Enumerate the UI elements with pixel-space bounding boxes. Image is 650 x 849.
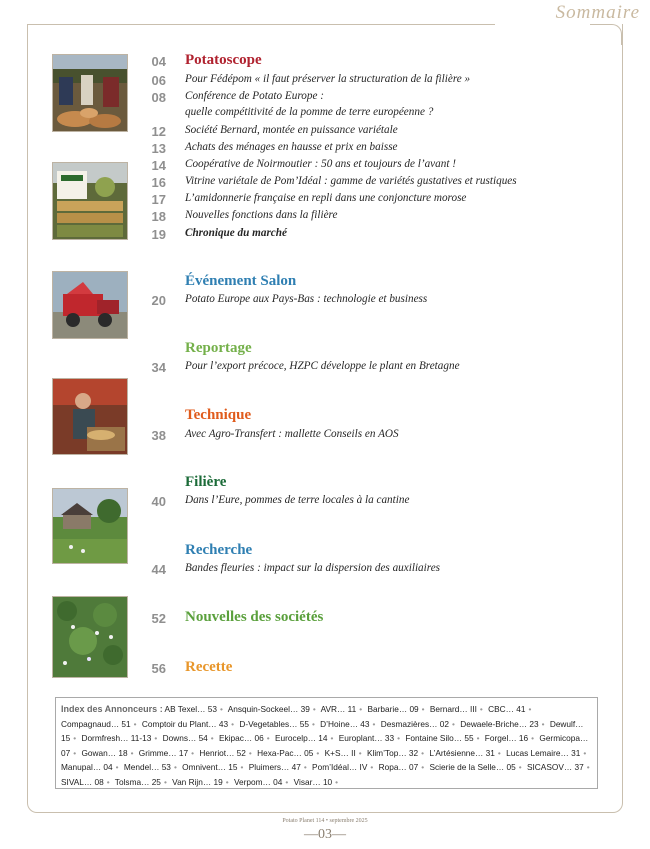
advertiser-entry[interactable]: Desmazières… 02 — [378, 718, 449, 729]
separator-dot: • — [219, 704, 223, 714]
section-title-potatoscope: Potatoscope — [185, 52, 262, 68]
separator-dot: • — [173, 762, 177, 773]
separator-dot: • — [266, 733, 270, 744]
advertiser-entry[interactable]: Tolsma… 25 — [112, 776, 161, 787]
page-number: 08 — [151, 90, 166, 105]
separator-dot: • — [583, 747, 587, 758]
separator-dot: • — [210, 733, 214, 744]
advertiser-entry[interactable]: Ropa… 07 — [376, 762, 419, 773]
page-number: 06 — [151, 73, 166, 88]
advertiser-entry[interactable]: Barbarie… 09 — [365, 704, 419, 714]
photo-farmer-potatoes — [52, 378, 128, 455]
toc-entry[interactable]: L’amidonnerie française en repli dans une conjoncture morose — [185, 192, 467, 204]
advertiser-entry[interactable]: Verpom… 04 — [231, 776, 283, 787]
advertiser-entry[interactable]: Bernard… III — [427, 704, 477, 714]
advertiser-entry[interactable]: Europlant… 33 — [336, 733, 395, 744]
separator-dot: • — [421, 704, 425, 714]
separator-dot: • — [421, 747, 425, 758]
separator-dot: • — [106, 776, 110, 787]
page-number: 56 — [151, 661, 166, 676]
separator-dot: • — [397, 733, 401, 744]
separator-dot: • — [225, 776, 229, 787]
advertiser-entry[interactable]: Downs… 54 — [160, 733, 208, 744]
toc-entry[interactable]: Achats des ménages en hausse et prix en baisse — [185, 141, 398, 153]
separator-dot: • — [312, 704, 316, 714]
photo-variety-display — [52, 162, 128, 240]
toc-entry[interactable]: Conférence de Potato Europe : — [185, 90, 324, 102]
separator-dot: • — [73, 733, 77, 744]
page-number: 34 — [151, 360, 166, 375]
separator-dot: • — [154, 733, 158, 744]
page-number: 18 — [151, 209, 166, 224]
separator-dot: • — [518, 762, 522, 773]
advertiser-entry[interactable]: Compagnaud… 51 — [61, 718, 131, 729]
separator-dot: • — [476, 733, 480, 744]
separator-dot: • — [191, 747, 195, 758]
section-title-recette[interactable]: Recette — [185, 659, 233, 675]
page-frame-corner — [590, 24, 622, 45]
advertiser-entry[interactable]: Omnivent… 15 — [179, 762, 238, 773]
separator-dot: • — [285, 776, 289, 787]
separator-dot: • — [240, 762, 244, 773]
advertiser-entry[interactable]: Grimme… 17 — [136, 747, 189, 758]
advertiser-entry[interactable]: Manupal… 04 — [61, 762, 113, 773]
separator-dot: • — [370, 762, 374, 773]
advertiser-index-list — [61, 704, 593, 787]
advertiser-entry[interactable]: Germicopa… 07 — [61, 733, 589, 758]
advertiser-entry[interactable]: Mendel… 53 — [121, 762, 171, 773]
toc-entry[interactable]: Pour Fédépom « il faut préserver la structuration de la filière » — [185, 73, 471, 85]
separator-dot: • — [479, 704, 483, 714]
separator-dot: • — [372, 718, 376, 729]
page-section-title: Sommaire — [555, 2, 640, 23]
section-title-recherche: Recherche — [185, 542, 253, 558]
advertiser-entry[interactable]: Dewulf… 15 — [61, 718, 584, 744]
advertiser-entry[interactable]: Henriot… 52 — [197, 747, 246, 758]
separator-dot: • — [73, 747, 77, 758]
advertiser-entry[interactable]: Hexa-Pac… 05 — [254, 747, 314, 758]
advertiser-entry[interactable]: AB Texel… 53 — [164, 704, 217, 714]
toc-entry[interactable]: Bandes fleuries : impact sur la dispersion des auxiliaires — [185, 562, 441, 574]
advertiser-entry[interactable]: Dewaele-Briche… 23 — [457, 718, 539, 729]
separator-dot: • — [311, 718, 315, 729]
advertiser-entry[interactable]: SIVAL… 08 — [61, 776, 104, 787]
toc-entry[interactable]: Coopérative de Noirmoutier : 50 ans et toujours de l’avant ! — [185, 158, 456, 170]
page-number: 19 — [151, 227, 166, 242]
separator-dot: • — [528, 704, 532, 714]
advertiser-entry[interactable]: Eurocelp… 14 — [272, 733, 328, 744]
photo-harvester — [52, 271, 128, 339]
separator-dot: • — [452, 718, 455, 729]
toc-entry[interactable]: Chronique du marché — [185, 227, 287, 239]
footer-issue: Potato Planet 114 • septembre 2025 — [282, 818, 368, 824]
advertiser-entry[interactable]: Klim’Top… 32 — [364, 747, 419, 758]
advertiser-entry[interactable]: K+S… II — [322, 747, 356, 758]
separator-dot: • — [130, 747, 134, 758]
separator-dot: • — [335, 776, 339, 787]
section-title-evenement: Événement Salon — [185, 273, 297, 289]
section-title-nouvelles[interactable]: Nouvelles des sociétés — [185, 609, 324, 625]
separator-dot: • — [541, 718, 545, 729]
advertiser-index — [55, 697, 598, 789]
separator-dot: • — [115, 762, 119, 773]
separator-dot: • — [303, 762, 307, 773]
page-number: 12 — [151, 124, 166, 139]
advertiser-entry[interactable]: Gowan… 18 — [79, 747, 128, 758]
separator-dot: • — [231, 718, 235, 729]
separator-dot: • — [163, 776, 167, 787]
toc-entry[interactable]: Dans l’Eure, pommes de terre locales à la cantine — [185, 494, 410, 506]
section-title-reportage: Reportage — [185, 340, 252, 356]
footer-page-number: —03— — [304, 827, 346, 842]
separator-dot: • — [133, 718, 137, 729]
photo-countryside — [52, 488, 128, 564]
photo-flower-strip — [52, 596, 128, 678]
page-number: 17 — [151, 192, 166, 207]
separator-dot: • — [531, 733, 535, 744]
advertiser-entry[interactable]: Lucas Lemaire… 31 — [503, 747, 581, 758]
separator-dot: • — [316, 747, 320, 758]
advertiser-entry[interactable]: Pom’Idéal… IV — [309, 762, 368, 773]
toc-entry-continuation[interactable]: quelle compétitivité de la pomme de terre européenne ? — [185, 106, 434, 118]
advertiser-entry[interactable]: Comptoir du Plant… 43 — [139, 718, 229, 729]
advertiser-entry[interactable]: AVR… 11 — [318, 704, 357, 714]
page-number: 14 — [151, 158, 166, 173]
advertiser-entry[interactable]: Van Rijn… 19 — [169, 776, 223, 787]
toc-entry[interactable]: Pour l’export précoce, HZPC développe le plant en Bretagne — [185, 360, 460, 372]
advertiser-entry[interactable]: Ekipac… 06 — [216, 733, 264, 744]
section-title-filiere: Filière — [185, 474, 227, 490]
separator-dot: • — [248, 747, 252, 758]
advertiser-entry[interactable]: Visar… 10 — [291, 776, 333, 787]
page-number: 13 — [151, 141, 166, 156]
section-title-technique: Technique — [185, 407, 252, 423]
page-number: 04 — [151, 54, 166, 69]
separator-dot: • — [358, 747, 362, 758]
advertiser-entry[interactable]: Scierie de la Selle… 05 — [427, 762, 516, 773]
advertiser-index-label: Index des Annonceurs : — [61, 704, 163, 714]
advertiser-entry[interactable]: Ansquin-Sockeel… 39 — [225, 704, 310, 714]
toc-entry[interactable]: Vitrine variétale de Pom’Idéal : gamme de variétés gustatives et rustiques — [185, 175, 517, 187]
separator-dot: • — [497, 747, 501, 758]
page-number: 44 — [151, 562, 166, 577]
separator-dot: • — [330, 733, 334, 744]
separator-dot: • — [359, 704, 363, 714]
advertiser-entry[interactable]: D’Hoine… 43 — [317, 718, 370, 729]
toc-entry[interactable]: Avec Agro-Transfert : mallette Conseils en AOS — [185, 428, 399, 440]
toc-entry[interactable]: Potato Europe aux Pays-Bas : technologie et business — [185, 293, 428, 305]
advertiser-entry[interactable]: Dormfresh… 11-13 — [79, 733, 152, 744]
separator-dot: • — [421, 762, 425, 773]
separator-dot: • — [586, 762, 590, 773]
advertiser-entry[interactable]: SICASOV… 37 — [524, 762, 584, 773]
page-number: 38 — [151, 428, 166, 443]
page-frame-top — [27, 24, 495, 25]
advertiser-entry[interactable]: Fontaine Silo… 55 — [403, 733, 474, 744]
photo-potato-conference — [52, 54, 128, 132]
advertiser-entry[interactable]: CBC… 41 — [485, 704, 526, 714]
page-number: 20 — [151, 293, 166, 308]
advertiser-entry[interactable]: Forgel… 16 — [482, 733, 529, 744]
toc-entry[interactable]: Société Bernard, montée en puissance variétale — [185, 124, 398, 136]
page-number: 16 — [151, 175, 166, 190]
advertiser-entry[interactable]: Pluimers… 47 — [246, 762, 301, 773]
toc-entry[interactable]: Nouvelles fonctions dans la filière — [185, 209, 338, 221]
advertiser-entry[interactable]: D-Vegetables… 55 — [237, 718, 309, 729]
advertiser-entry[interactable]: L’Artésienne… 31 — [427, 747, 495, 758]
page-number: 52 — [151, 611, 166, 626]
page-number: 40 — [151, 494, 166, 509]
